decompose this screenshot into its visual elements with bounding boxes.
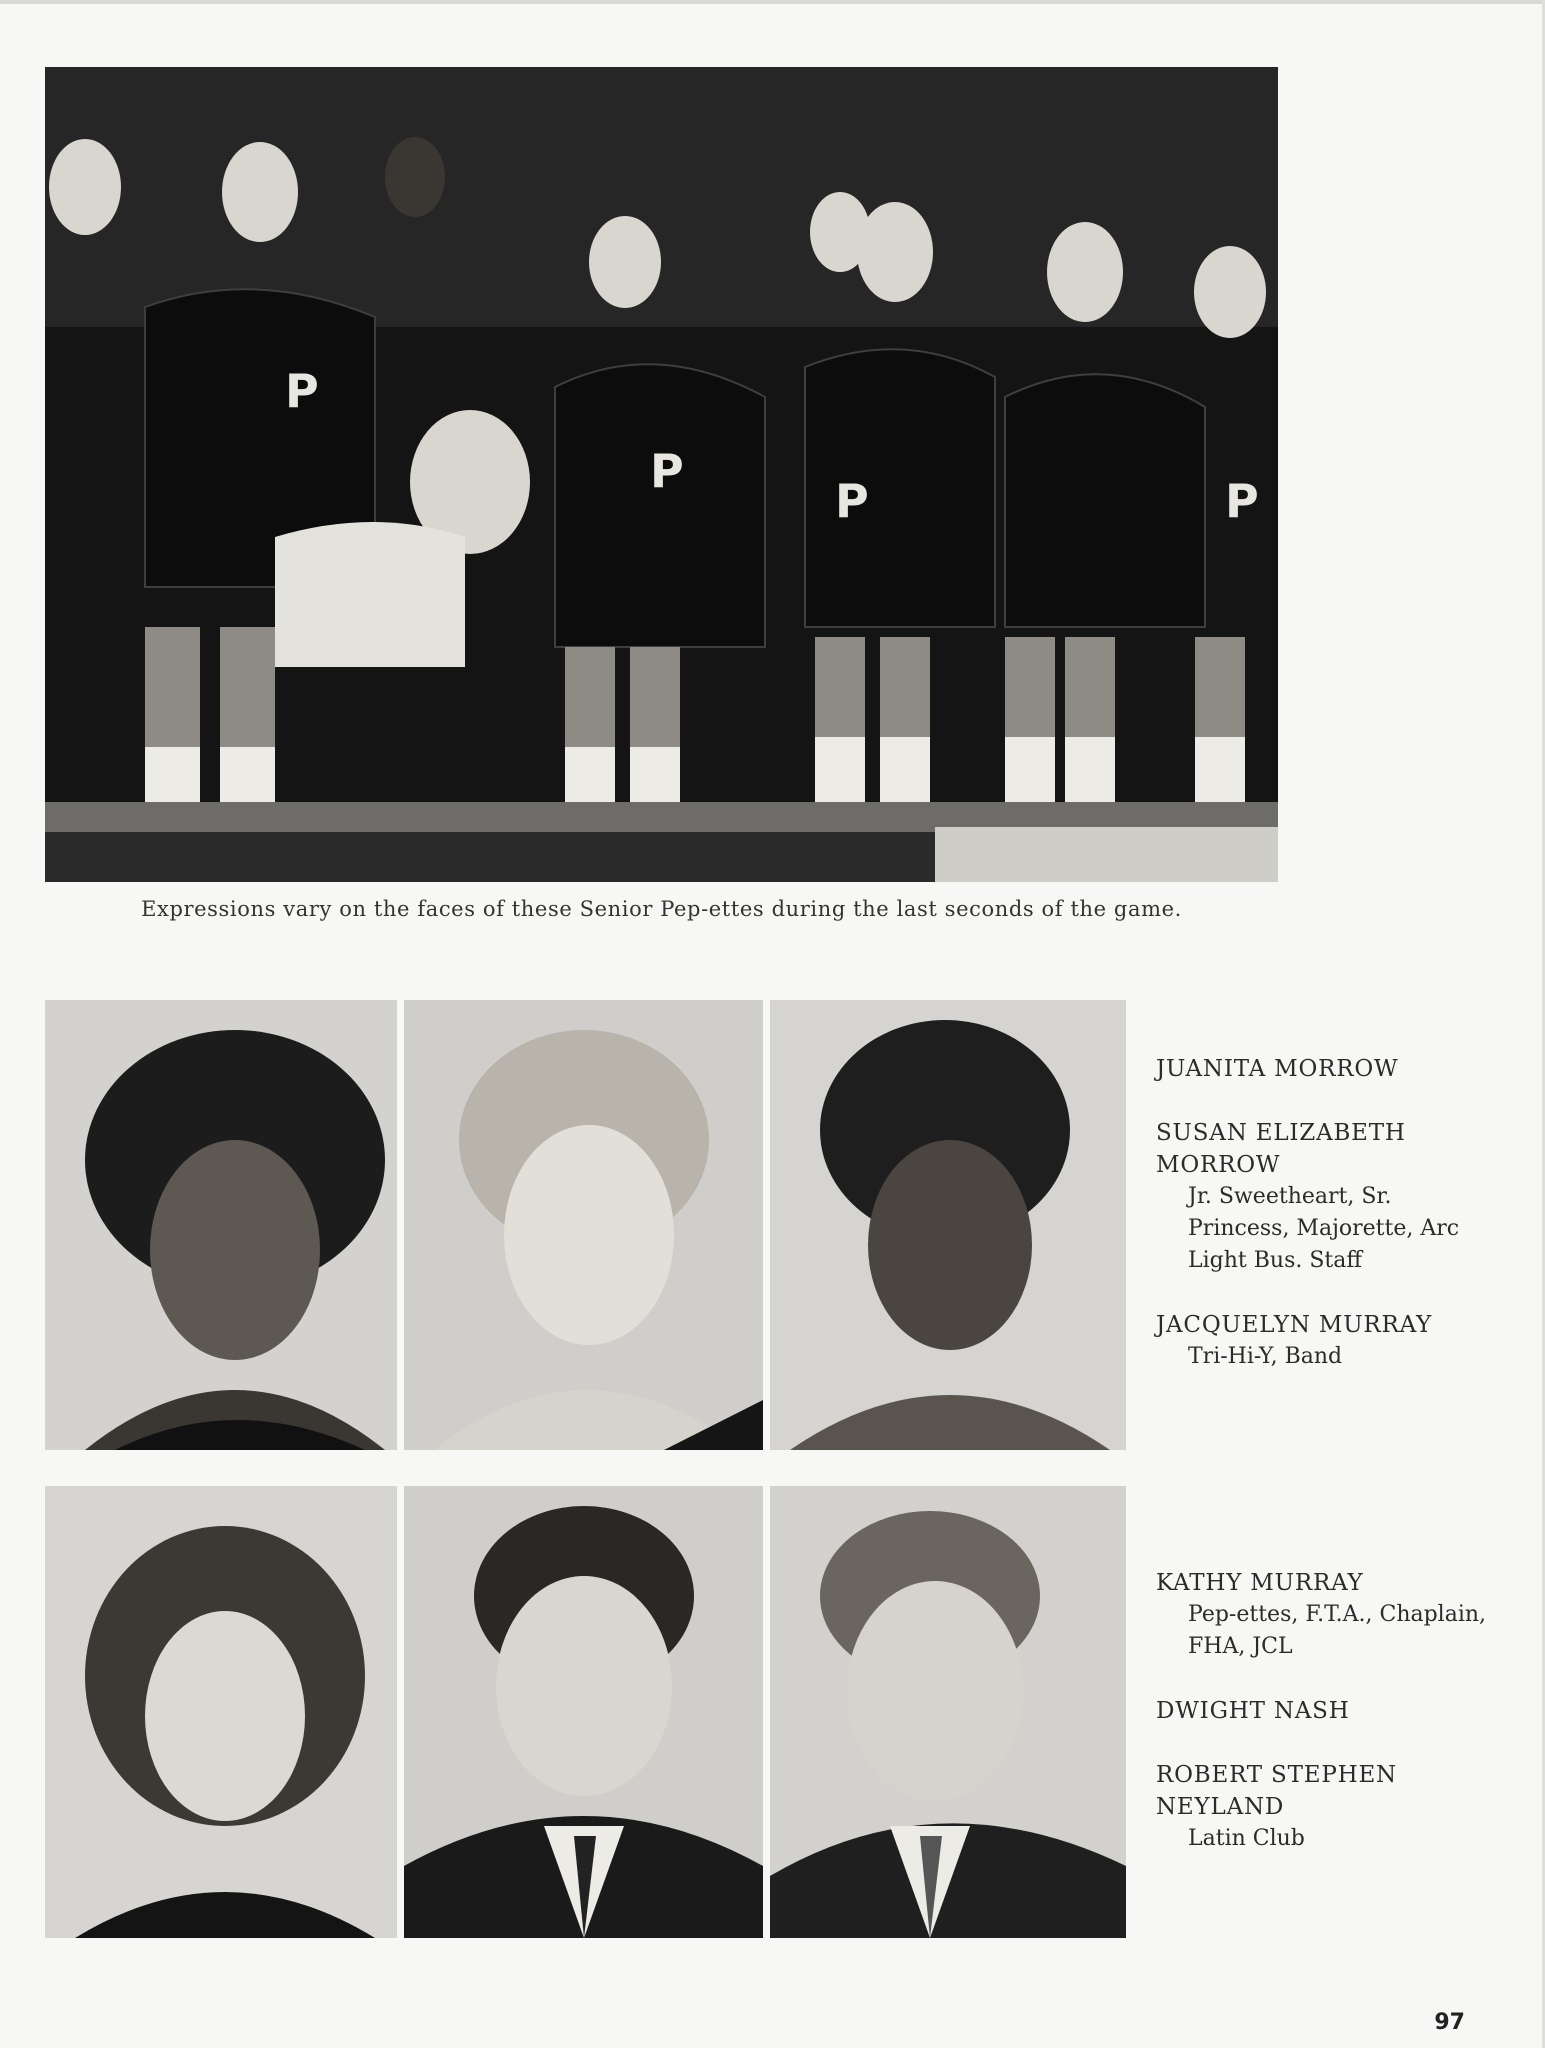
page-number: 97 bbox=[1434, 2010, 1465, 2035]
portrait-robert-stephen-neyland bbox=[770, 1486, 1126, 1938]
senior-name: JACQUELYN MURRAY bbox=[1156, 1312, 1433, 1338]
senior-entry bbox=[1156, 1567, 1496, 1663]
svg-text:P: P bbox=[285, 364, 319, 418]
senior-activities: Latin Club bbox=[1188, 1826, 1305, 1851]
portrait-juanita-morrow bbox=[45, 1000, 397, 1450]
portrait-dwight-nash bbox=[404, 1486, 763, 1938]
senior-entry bbox=[1156, 1309, 1496, 1373]
senior-activities: Tri-Hi-Y, Band bbox=[1188, 1344, 1343, 1369]
senior-name: JUANITA MORROW bbox=[1156, 1056, 1399, 1082]
senior-entry bbox=[1156, 1759, 1496, 1855]
senior-names-bottom bbox=[1156, 1567, 1496, 1887]
senior-name: DWIGHT NASH bbox=[1156, 1698, 1350, 1724]
pep-ettes-crowd-photo bbox=[45, 67, 1278, 882]
svg-text:P: P bbox=[835, 474, 869, 528]
senior-name: KATHY MURRAY bbox=[1156, 1570, 1364, 1596]
senior-entry bbox=[1156, 1695, 1496, 1727]
photo-caption: Expressions vary on the faces of these Senior Pep-ettes during the last seconds of the game. bbox=[141, 897, 1182, 921]
senior-entry bbox=[1156, 1053, 1496, 1085]
senior-activities: Jr. Sweetheart, Sr. Princess, Majorette, Arc Light Bus. Staff bbox=[1188, 1184, 1460, 1273]
portrait-jacquelyn-murray bbox=[770, 1000, 1126, 1450]
senior-names-top bbox=[1156, 1053, 1496, 1405]
senior-name: ROBERT STEPHEN NEYLAND bbox=[1156, 1762, 1397, 1820]
portrait-kathy-murray bbox=[45, 1486, 397, 1938]
svg-text:P: P bbox=[650, 444, 684, 498]
senior-name: SUSAN ELIZABETH MORROW bbox=[1156, 1120, 1406, 1178]
senior-activities: Pep-ettes, F.T.A., Chaplain, FHA, JCL bbox=[1188, 1602, 1487, 1659]
portrait-susan-elizabeth-morrow bbox=[404, 1000, 763, 1450]
page-edge bbox=[0, 0, 1545, 4]
senior-entry bbox=[1156, 1117, 1496, 1277]
svg-text:P: P bbox=[1225, 474, 1259, 528]
